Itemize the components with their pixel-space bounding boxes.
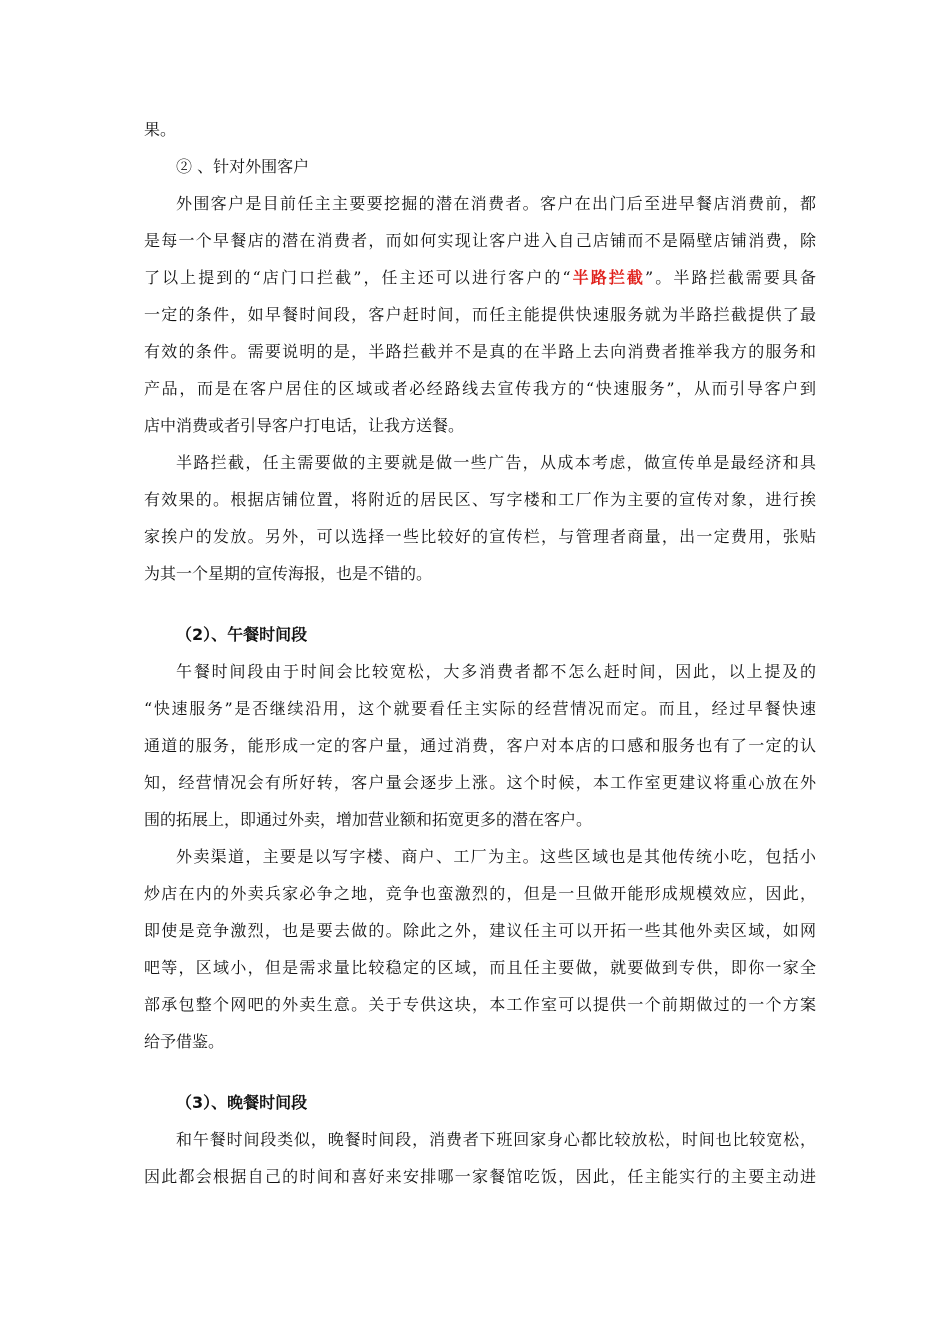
paragraph-line: 有效果的。根据店铺位置，将附近的居民区、写字楼和工厂作为主要的宣传对象，进行挨	[144, 490, 816, 509]
paragraph-line: 产品，而是在客户居住的区域或者必经路线去宣传我方的“快速服务”，从而引导客户到	[144, 379, 816, 398]
paragraph-line: 给予借鉴。	[144, 1032, 225, 1051]
paragraph-outer-customers	[144, 192, 816, 438]
paragraph-line: 午餐时间段由于时间会比较宽松，大多消费者都不怎么赶时间，因此，以上提及的	[176, 662, 816, 681]
section-spacer	[144, 1067, 816, 1091]
paragraph-line: 外卖渠道，主要是以写字楼、商户、工厂为主。这些区域也是其他传统小吃，包括小	[176, 847, 816, 866]
paragraph-line: 和午餐时间段类似，晚餐时间段，消费者下班回家身心都比较放松，时间也比较宽松，	[176, 1130, 816, 1149]
paragraph-line: 半路拦截，任主需要做的主要就是做一些广告，从成本考虑，做宣传单是最经济和具	[176, 453, 816, 472]
text-segment: 了以上提到的“店门口拦截”，任主还可以进行客户的“	[144, 268, 571, 287]
paragraph-takeout	[144, 845, 816, 1054]
paragraph-line: 知，经营情况会有所好转，客户量会逐步上涨。这个时候，本工作室更建议将重心放在外	[144, 773, 816, 792]
paragraph-line: 部承包整个网吧的外卖生意。关于专供这块，本工作室可以提供一个前期做过的一个方案	[144, 995, 816, 1014]
section-heading-dinner: （3）、晚餐时间段	[176, 1093, 308, 1112]
paragraph-dinner	[144, 1128, 816, 1189]
paragraph-line: “快速服务”是否继续沿用，这个就要看任主实际的经营情况而定。而且，经过早餐快速	[144, 699, 816, 718]
item-outer-customers-heading: ② 、针对外围客户	[176, 157, 310, 176]
paragraph-line: 是每一个早餐店的潜在消费者，而如何实现让客户进入自己店铺而不是隔壁店铺消费，除	[144, 231, 816, 250]
continuation-line: 果。	[144, 120, 177, 139]
paragraph-line: 家挨户的发放。另外，可以选择一些比较好的宣传栏，与管理者商量，出一定费用，张贴	[144, 527, 816, 546]
paragraph-line: 即使是竞争激烈，也是要去做的。除此之外，建议任主可以开拓一些其他外卖区域，如网	[144, 921, 816, 940]
text-segment: ”。半路拦截需要具备	[645, 268, 816, 287]
highlight-halfway-interception: 半路拦截	[570, 268, 646, 287]
paragraph-line: 吧等，区域小，但是需求量比较稳定的区域，而且任主要做，就要做到专供，即你一家全	[144, 958, 816, 977]
paragraph-line: 炒店在内的外卖兵家必争之地，竞争也蛮激烈的，但是一旦做开能形成规模效应，因此，	[144, 884, 816, 903]
paragraph-line: 有效的条件。需要说明的是，半路拦截并不是真的在半路上去向消费者推举我方的服务和	[144, 342, 816, 361]
document-page	[144, 118, 816, 1202]
paragraph-lunch	[144, 660, 816, 832]
section-heading-lunch: （2）、午餐时间段	[176, 625, 308, 644]
paragraph-line: 围的拓展上，即通过外卖，增加营业额和拓宽更多的潜在客户。	[144, 810, 593, 829]
paragraph-line: 为其一个星期的宣传海报，也是不错的。	[144, 564, 433, 583]
section-spacer	[144, 599, 816, 623]
paragraph-line-with-highlight	[144, 266, 816, 290]
paragraph-line: 通道的服务，能形成一定的客户量，通过消费，客户对本店的口感和服务也有了一定的认	[144, 736, 816, 755]
paragraph-line: 店中消费或者引导客户打电话，让我方送餐。	[144, 416, 465, 435]
paragraph-halfway-interception	[144, 451, 816, 586]
paragraph-line: 一定的条件，如早餐时间段，客户赶时间，而任主能提供快速服务就为半路拦截提供了最	[144, 305, 816, 324]
paragraph-line: 外围客户是目前任主主要要挖掘的潜在消费者。客户在出门后至进早餐店消费前，都	[176, 194, 816, 213]
paragraph-line: 因此都会根据自己的时间和喜好来安排哪一家餐馆吃饭，因此，任主能实行的主要主动进	[144, 1167, 816, 1186]
